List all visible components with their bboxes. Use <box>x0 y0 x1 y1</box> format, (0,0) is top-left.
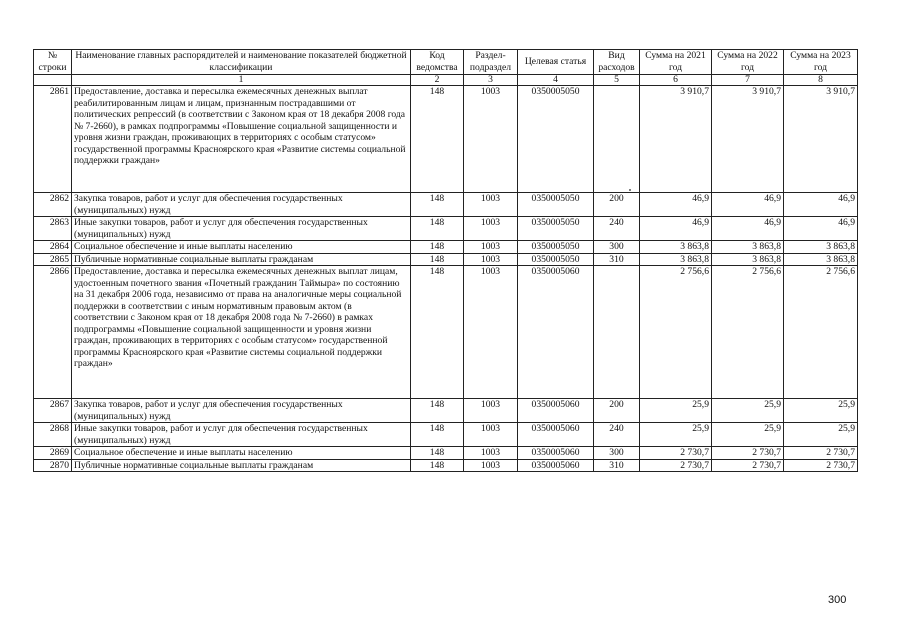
header-sum-2022: Сумма на 2022 год <box>712 50 784 75</box>
row-name: Публичные нормативные социальные выплаты гражданам <box>72 253 411 266</box>
row-number: 2866 <box>34 266 72 399</box>
row-expense-type: 240 <box>594 217 640 241</box>
row-sum-2021: 3 910,7 <box>640 86 712 193</box>
table-row <box>34 217 858 241</box>
row-section: 1003 <box>464 86 518 193</box>
row-target: 0350005050 <box>518 193 594 217</box>
header-sum-2023: Сумма на 2023 год <box>784 50 858 75</box>
row-name: Закупка товаров, работ и услуг для обеспечения государственных (муниципальных) нужд <box>72 193 411 217</box>
row-dept-code: 148 <box>411 241 464 254</box>
row-number: 2870 <box>34 459 72 472</box>
header-section: Раздел-подраздел <box>464 50 518 75</box>
row-number: 2862 <box>34 193 72 217</box>
row-section: 1003 <box>464 217 518 241</box>
row-sum-2021: 25,9 <box>640 399 712 423</box>
row-number: 2868 <box>34 423 72 447</box>
header-name: Наименование главных распорядителей и наименование показателей бюджетной классификации <box>72 50 411 75</box>
row-dept-code: 148 <box>411 86 464 193</box>
row-sum-2023: 3 863,8 <box>784 253 858 266</box>
row-section: 1003 <box>464 266 518 399</box>
row-number: 2865 <box>34 253 72 266</box>
row-number: 2864 <box>34 241 72 254</box>
row-expense-type: 240 <box>594 423 640 447</box>
row-sum-2022: 2 756,6 <box>712 266 784 399</box>
row-section: 1003 <box>464 423 518 447</box>
row-sum-2021: 2 730,7 <box>640 447 712 460</box>
row-sum-2021: 46,9 <box>640 193 712 217</box>
row-dept-code: 148 <box>411 459 464 472</box>
row-name: Публичные нормативные социальные выплаты гражданам <box>72 459 411 472</box>
row-target: 0350005060 <box>518 459 594 472</box>
row-name: Иные закупки товаров, работ и услуг для обеспечения государственных (муниципальных) нужд <box>72 217 411 241</box>
column-number: 3 <box>464 75 518 86</box>
row-sum-2022: 3 863,8 <box>712 241 784 254</box>
row-number: 2867 <box>34 399 72 423</box>
row-section: 1003 <box>464 241 518 254</box>
column-number: 6 <box>640 75 712 86</box>
row-sum-2023: 2 730,7 <box>784 459 858 472</box>
row-dept-code: 148 <box>411 423 464 447</box>
table-row <box>34 193 858 217</box>
row-target: 0350005060 <box>518 447 594 460</box>
column-number: 1 <box>72 75 411 86</box>
row-sum-2021: 2 730,7 <box>640 459 712 472</box>
row-number: 2863 <box>34 217 72 241</box>
row-dept-code: 148 <box>411 193 464 217</box>
row-sum-2023: 2 730,7 <box>784 447 858 460</box>
row-section: 1003 <box>464 459 518 472</box>
row-target: 0350005050 <box>518 86 594 193</box>
column-number: 7 <box>712 75 784 86</box>
row-sum-2023: 3 910,7 <box>784 86 858 193</box>
row-sum-2023: 46,9 <box>784 217 858 241</box>
row-sum-2022: 2 730,7 <box>712 447 784 460</box>
row-expense-type <box>594 86 640 193</box>
row-dept-code: 148 <box>411 217 464 241</box>
table-row <box>34 459 858 472</box>
row-sum-2022: 46,9 <box>712 193 784 217</box>
header-row-number: № строки <box>34 50 72 75</box>
table-row <box>34 86 858 193</box>
row-expense-type: 200 <box>594 399 640 423</box>
row-name: Предоставление, доставка и пересылка ежемесячных денежных выплат реабилитированным лицам и лицам, признанным пострадавшими от политических репрессий (в соответствии с Законом края от 18 декабря 2008 года № 7-2660), в рамках подпрограммы «Повышение социальной защищенности и уровня жизни граждан, проживающих в территориях с особым статусом» государственной программы Красноярского края «Развитие системы социальной поддержки граждан» <box>72 86 411 193</box>
row-target: 0350005050 <box>518 217 594 241</box>
row-expense-type: 310 <box>594 459 640 472</box>
row-target: 0350005050 <box>518 241 594 254</box>
row-sum-2022: 3 910,7 <box>712 86 784 193</box>
row-target: 0350005050 <box>518 253 594 266</box>
column-number <box>34 75 72 86</box>
row-sum-2022: 2 730,7 <box>712 459 784 472</box>
column-number: 2 <box>411 75 464 86</box>
row-expense-type: 200 <box>594 193 640 217</box>
column-number: 5 <box>594 75 640 86</box>
row-expense-type: 300 <box>594 241 640 254</box>
row-sum-2021: 3 863,8 <box>640 253 712 266</box>
row-section: 1003 <box>464 447 518 460</box>
row-expense-type <box>594 266 640 399</box>
row-sum-2022: 25,9 <box>712 399 784 423</box>
row-sum-2022: 46,9 <box>712 217 784 241</box>
row-target: 0350005060 <box>518 266 594 399</box>
table-row <box>34 447 858 460</box>
row-sum-2022: 3 863,8 <box>712 253 784 266</box>
row-section: 1003 <box>464 193 518 217</box>
row-sum-2021: 2 756,6 <box>640 266 712 399</box>
table-row <box>34 241 858 254</box>
row-name: Социальное обеспечение и иные выплаты населению <box>72 447 411 460</box>
row-expense-type: 310 <box>594 253 640 266</box>
table-row <box>34 399 858 423</box>
column-number: 8 <box>784 75 858 86</box>
table-row <box>34 423 858 447</box>
table-row <box>34 253 858 266</box>
row-name: Социальное обеспечение и иные выплаты населению <box>72 241 411 254</box>
row-dept-code: 148 <box>411 399 464 423</box>
column-number-row <box>34 75 858 86</box>
row-dept-code: 148 <box>411 253 464 266</box>
row-dept-code: 148 <box>411 447 464 460</box>
row-target: 0350005060 <box>518 399 594 423</box>
row-sum-2023: 25,9 <box>784 399 858 423</box>
row-number: 2869 <box>34 447 72 460</box>
row-section: 1003 <box>464 399 518 423</box>
header-dept-code: Код ведомства <box>411 50 464 75</box>
row-sum-2021: 3 863,8 <box>640 241 712 254</box>
page-number: 300 <box>828 594 847 606</box>
table-body <box>34 86 858 472</box>
row-section: 1003 <box>464 253 518 266</box>
header-row <box>34 50 858 75</box>
scan-speck <box>629 189 631 191</box>
table-row <box>34 266 858 399</box>
header-expense-type: Вид расходов <box>594 50 640 75</box>
row-number: 2861 <box>34 86 72 193</box>
row-sum-2023: 2 756,6 <box>784 266 858 399</box>
row-sum-2021: 46,9 <box>640 217 712 241</box>
row-sum-2022: 25,9 <box>712 423 784 447</box>
row-sum-2023: 46,9 <box>784 193 858 217</box>
row-name: Предоставление, доставка и пересылка ежемесячных денежных выплат лицам, удостоенным почетного звания «Почетный гражданин Таймыра» по состоянию на 31 декабря 2006 года, независимо от права на аналогичные меры социальной поддержки в соответствии с иным нормативным правовым актом (в соответствии с Законом края от 18 декабря 2008 года № 7-2660) в рамках подпрограммы «Повышение социальной защищенности и уровня жизни граждан, проживающих в территориях с особым статусом» государственной программы Красноярского края «Развитие системы социальной поддержки граждан» <box>72 266 411 399</box>
column-number: 4 <box>518 75 594 86</box>
row-dept-code: 148 <box>411 266 464 399</box>
header-sum-2021: Сумма на 2021 год <box>640 50 712 75</box>
budget-table <box>33 49 858 472</box>
row-target: 0350005060 <box>518 423 594 447</box>
row-expense-type: 300 <box>594 447 640 460</box>
header-target: Целевая статья <box>518 50 594 75</box>
row-name: Иные закупки товаров, работ и услуг для обеспечения государственных (муниципальных) нужд <box>72 423 411 447</box>
row-name: Закупка товаров, работ и услуг для обеспечения государственных (муниципальных) нужд <box>72 399 411 423</box>
row-sum-2021: 25,9 <box>640 423 712 447</box>
row-sum-2023: 25,9 <box>784 423 858 447</box>
row-sum-2023: 3 863,8 <box>784 241 858 254</box>
